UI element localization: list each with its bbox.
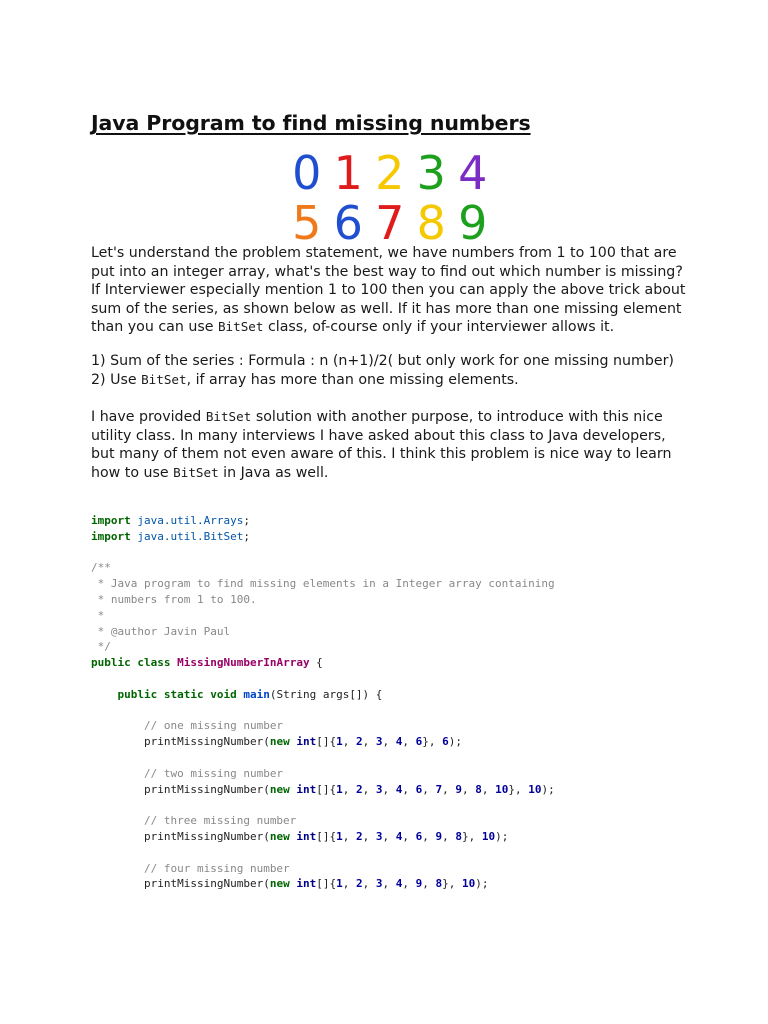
code-comment: // four missing number (143, 861, 290, 875)
inline-code-bitset: BitSet (217, 319, 264, 335)
digit-7: 7 (375, 196, 405, 250)
digits-illustration (286, 148, 486, 248)
page-title: Java Program to find missing numbers (91, 111, 531, 135)
code-number: 6 (442, 735, 449, 749)
code-number: 1 (336, 735, 343, 749)
code-number: 10 (461, 877, 476, 891)
explanation-text: in Java as well. (218, 464, 329, 481)
code-keyword: import (91, 529, 131, 543)
code-keyword: import (91, 514, 131, 527)
code-number: 10 (481, 829, 496, 843)
code-method-name: main (243, 687, 270, 701)
code-number: 3 (375, 877, 383, 891)
code-keyword: public static void (117, 687, 237, 701)
code-comment: * numbers from 1 to 100. (91, 592, 257, 606)
code-block: import java.util.Arrays; import java.util.BitSet; /** * Java program to find missing elements in a Integer array containing * numbers from 1 to 100. * * @author Javin Paul */ public class MissingNumberInArray { public static void main(String args[]) { // one missing number printMissingNumber(new int[]{1, 2, 3, 4, 6}, 6); // two missing number printMissingNumber(new int[]{1, 2, 3, 4, 6, 7, 9, 8, 10}, 10); // three missing number printMissingNumber(new int[]{1, 2, 3, 4, 6, 9, 8}, 10); // four missing number printMissingNumber(new int[]{1, 2, 3, 4, 9, 8}, 10); (91, 514, 555, 891)
code-number: 6 (415, 735, 423, 749)
code-package: java.util.Arrays (130, 514, 244, 527)
code-comment: * (91, 608, 105, 622)
explanation-paragraph (91, 408, 691, 482)
code-number: 2 (355, 735, 363, 749)
code-comment: // two missing number (143, 766, 284, 780)
intro-text-end: class, of-course only if your interviewer allows it. (263, 319, 615, 336)
code-number: 3 (375, 829, 383, 843)
code-comment: */ (91, 640, 111, 654)
code-keyword: int (296, 735, 317, 749)
code-number: 2 (355, 829, 363, 843)
code-call-line: printMissingNumber(new int[]{1, 2, 3, 4, 9, 8}, 10); (143, 877, 489, 891)
code-text: (String args[]) { (269, 687, 383, 701)
explanation-text: I have provided (91, 409, 206, 425)
code-method-call: printMissingNumber (143, 782, 264, 796)
code-number: 1 (336, 829, 343, 843)
list-item-text: 2) Use (91, 371, 142, 388)
code-method-call: printMissingNumber (143, 877, 264, 891)
code-number: 8 (435, 877, 443, 891)
digit-0: 0 (292, 146, 322, 200)
code-keyword: new (269, 829, 290, 843)
code-comment: * @author Javin Paul (91, 624, 231, 638)
code-call-line: printMissingNumber(new int[]{1, 2, 3, 4, 6, 7, 9, 8, 10}, 10); (143, 782, 555, 796)
code-number: 2 (355, 877, 363, 891)
code-number: 4 (395, 782, 403, 796)
digit-5: 5 (292, 196, 322, 250)
code-keyword: new (269, 782, 290, 796)
intro-text: Let's understand the problem statement, we have numbers from 1 to 100 that are put into an integer array, what's the best way to find out which number is missing? If Interviewer especially mention 1 to 100 then you can apply the above trick about sum of the series, as shown below as well. If it has more than one missing element than you can use (91, 245, 686, 336)
code-number: 6 (415, 782, 423, 796)
digits-row-2 (286, 198, 486, 248)
code-number: 4 (395, 735, 403, 749)
code-call-line: printMissingNumber(new int[]{1, 2, 3, 4, 6, 9, 8}, 10); (143, 829, 509, 843)
code-number: 3 (375, 735, 383, 749)
methods-list (91, 352, 691, 389)
digit-6: 6 (333, 196, 363, 250)
code-comment: * Java program to find missing elements in a Integer array containing (91, 577, 555, 591)
code-number: 9 (415, 877, 423, 891)
code-class-name: MissingNumberInArray (177, 656, 310, 670)
digits-row-1 (286, 148, 486, 198)
code-comment: /** (91, 561, 111, 575)
code-number: 6 (415, 829, 423, 843)
digit-8: 8 (416, 196, 446, 250)
digit-1: 1 (333, 146, 363, 200)
digit-2: 2 (375, 146, 405, 200)
code-number: 10 (495, 782, 509, 796)
code-keyword: int (296, 782, 317, 796)
inline-code-bitset: BitSet (141, 371, 187, 387)
list-item: 1) Sum of the series : Formula : n (n+1)/2( but only work for one missing number) (91, 353, 674, 369)
code-number: 4 (395, 829, 403, 843)
code-package: java.util.BitSet (130, 529, 244, 543)
code-number: 4 (395, 877, 403, 891)
inline-code-bitset: BitSet (173, 464, 219, 480)
intro-paragraph (91, 244, 691, 337)
code-keyword: int (296, 877, 317, 891)
code-number: 3 (375, 782, 383, 796)
code-number: 1 (336, 877, 343, 891)
explanation-text: solution with another purpose, to introduce with this nice utility class. In many interviews I have asked about this class to Java developers, but many of them not even aware of this. I think this problem is nice way to learn how to use (91, 409, 672, 481)
code-number: 9 (435, 829, 443, 843)
code-method-call: printMissingNumber (143, 829, 264, 843)
code-number: 1 (336, 782, 343, 796)
code-number: 2 (355, 782, 363, 796)
code-method-call: printMissingNumber (143, 735, 264, 749)
list-item-text: , if array has more than one missing elements. (186, 371, 519, 388)
code-comment: // three missing number (143, 814, 297, 828)
digit-9: 9 (458, 196, 488, 250)
digit-4: 4 (458, 146, 488, 200)
code-keyword: public class (91, 656, 171, 670)
list-item (91, 371, 691, 390)
code-number: 10 (528, 782, 542, 796)
code-keyword: new (269, 735, 290, 749)
code-number: 8 (475, 782, 482, 796)
code-keyword: new (269, 877, 290, 891)
code-keyword: int (296, 829, 317, 843)
code-call-line: printMissingNumber(new int[]{1, 2, 3, 4, 6}, 6); (143, 735, 462, 749)
code-number: 9 (455, 782, 462, 796)
code-number: 7 (435, 782, 443, 796)
inline-code-bitset: BitSet (205, 409, 252, 424)
digit-3: 3 (416, 146, 446, 200)
code-number: 8 (455, 829, 462, 843)
code-comment: // one missing number (143, 719, 284, 733)
